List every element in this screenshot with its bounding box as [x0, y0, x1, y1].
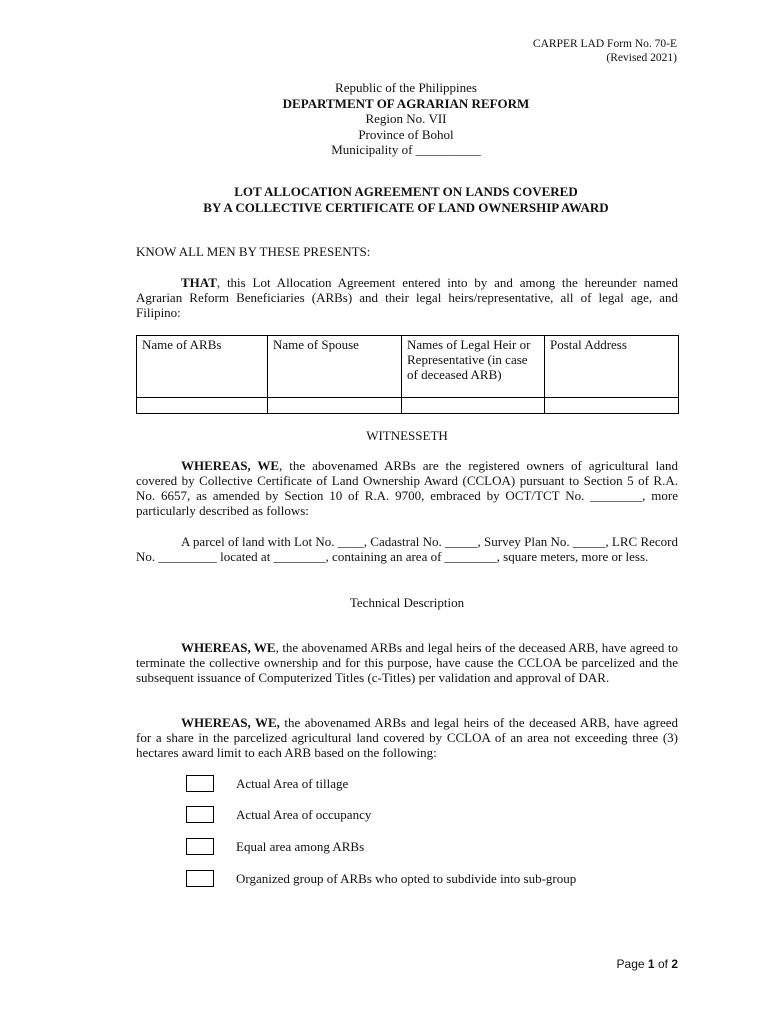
- municipality-line: Municipality of __________: [331, 142, 481, 157]
- option-label: Actual Area of occupancy: [236, 807, 372, 822]
- whereas-paragraph-2: [136, 640, 678, 685]
- intro-lead: THAT: [181, 275, 217, 290]
- whereas-1-text: , the abovenamed ARBs are the registered owners of agricultural land covered by Collective Certificate of Land Ownership Award (CCLOA) pursuant to Section 5 of R.A. No. 6657, as amended by Section 10 of R.A. 9700, embraced by OCT/TCT No. ________, more particularly described as follows:: [136, 458, 678, 518]
- page-current: 1: [647, 957, 655, 971]
- whereas-2-text: , the abovenamed ARBs and legal heirs of the deceased ARB, have agreed to terminate the collective ownership and for this purpose, have cause the CCLOA be parcelized and the subsequent issuance of Computerized Titles (c-Titles) per validation and approval of DAR.: [136, 640, 678, 685]
- whereas-2-lead: WHEREAS, WE: [181, 640, 276, 655]
- intro-text: , this Lot Allocation Agreement entered into by and among the hereunder named Agrarian Reform Beneficiaries (ARBs) and their legal heirs/representative, all of legal age, and Filipino:: [136, 275, 678, 320]
- intro-paragraph: [136, 275, 678, 320]
- form-number-block: [533, 37, 677, 65]
- page-number: [617, 957, 678, 972]
- column-header-legal-heir: Names of Legal Heir or Representative (in case of deceased ARB): [402, 336, 545, 398]
- option-checkbox[interactable]: [186, 775, 214, 792]
- option-checkbox[interactable]: [186, 806, 214, 823]
- document-title: [0, 184, 768, 216]
- option-label: Organized group of ARBs who opted to subdivide into sub-group: [236, 871, 577, 886]
- whereas-1-lead: WHEREAS, WE: [181, 458, 280, 473]
- form-number: CARPER LAD Form No. 70-E: [532, 38, 677, 50]
- republic-line: Republic of the Philippines: [335, 80, 477, 95]
- page-total: 2: [671, 957, 678, 971]
- technical-description-heading: Technical Description: [349, 595, 465, 610]
- arbs-table: [136, 335, 679, 414]
- table-cell-empty: [137, 398, 268, 414]
- table-cell-empty: [402, 398, 545, 414]
- column-header-postal-address: Postal Address: [545, 336, 679, 398]
- witnesseth-heading: WITNESSETH: [366, 428, 448, 443]
- whereas-3-lead: WHEREAS, WE,: [181, 715, 280, 730]
- page-prefix: Page: [616, 957, 645, 971]
- region-line: Region No. VII: [365, 111, 447, 126]
- column-header-spouse: Name of Spouse: [268, 336, 402, 398]
- table-cell-empty: [545, 398, 679, 414]
- option-checkbox[interactable]: [186, 870, 214, 887]
- title-line-1: LOT ALLOCATION AGREEMENT ON LANDS COVERED: [234, 184, 578, 199]
- option-label: Equal area among ARBs: [236, 839, 365, 854]
- column-header-arbs: Name of ARBs: [137, 336, 268, 398]
- title-line-2: BY A COLLECTIVE CERTIFICATE OF LAND OWNERSHIP AWARD: [203, 200, 609, 215]
- option-label: Actual Area of tillage: [236, 776, 349, 791]
- table-header-row: [137, 336, 679, 398]
- whereas-paragraph-1: [136, 458, 678, 518]
- table-row: [137, 398, 679, 414]
- parcel-paragraph: A parcel of land with Lot No. ____, Cadastral No. _____, Survey Plan No. _____, LRC Record No. _________ located at ________, containing an area of ________, square meters, more or less.: [136, 534, 678, 564]
- form-revision: (Revised 2021): [606, 52, 677, 64]
- table-cell-empty: [268, 398, 402, 414]
- whereas-3-text: the abovenamed ARBs and legal heirs of the deceased ARB, have agreed for a share in the parcelized agricultural land covered by CCLOA of an area not exceeding three (3) hectares award limit to each ARB based on the following:: [136, 715, 678, 760]
- province-line: Province of Bohol: [358, 126, 454, 142]
- know-all-men: KNOW ALL MEN BY THESE PRESENTS:: [136, 244, 371, 259]
- whereas-paragraph-3: [136, 715, 678, 760]
- department-name: DEPARTMENT OF AGRARIAN REFORM: [282, 95, 530, 111]
- option-checkbox[interactable]: [186, 838, 214, 855]
- letterhead: [0, 80, 768, 158]
- page-of: of: [657, 957, 668, 971]
